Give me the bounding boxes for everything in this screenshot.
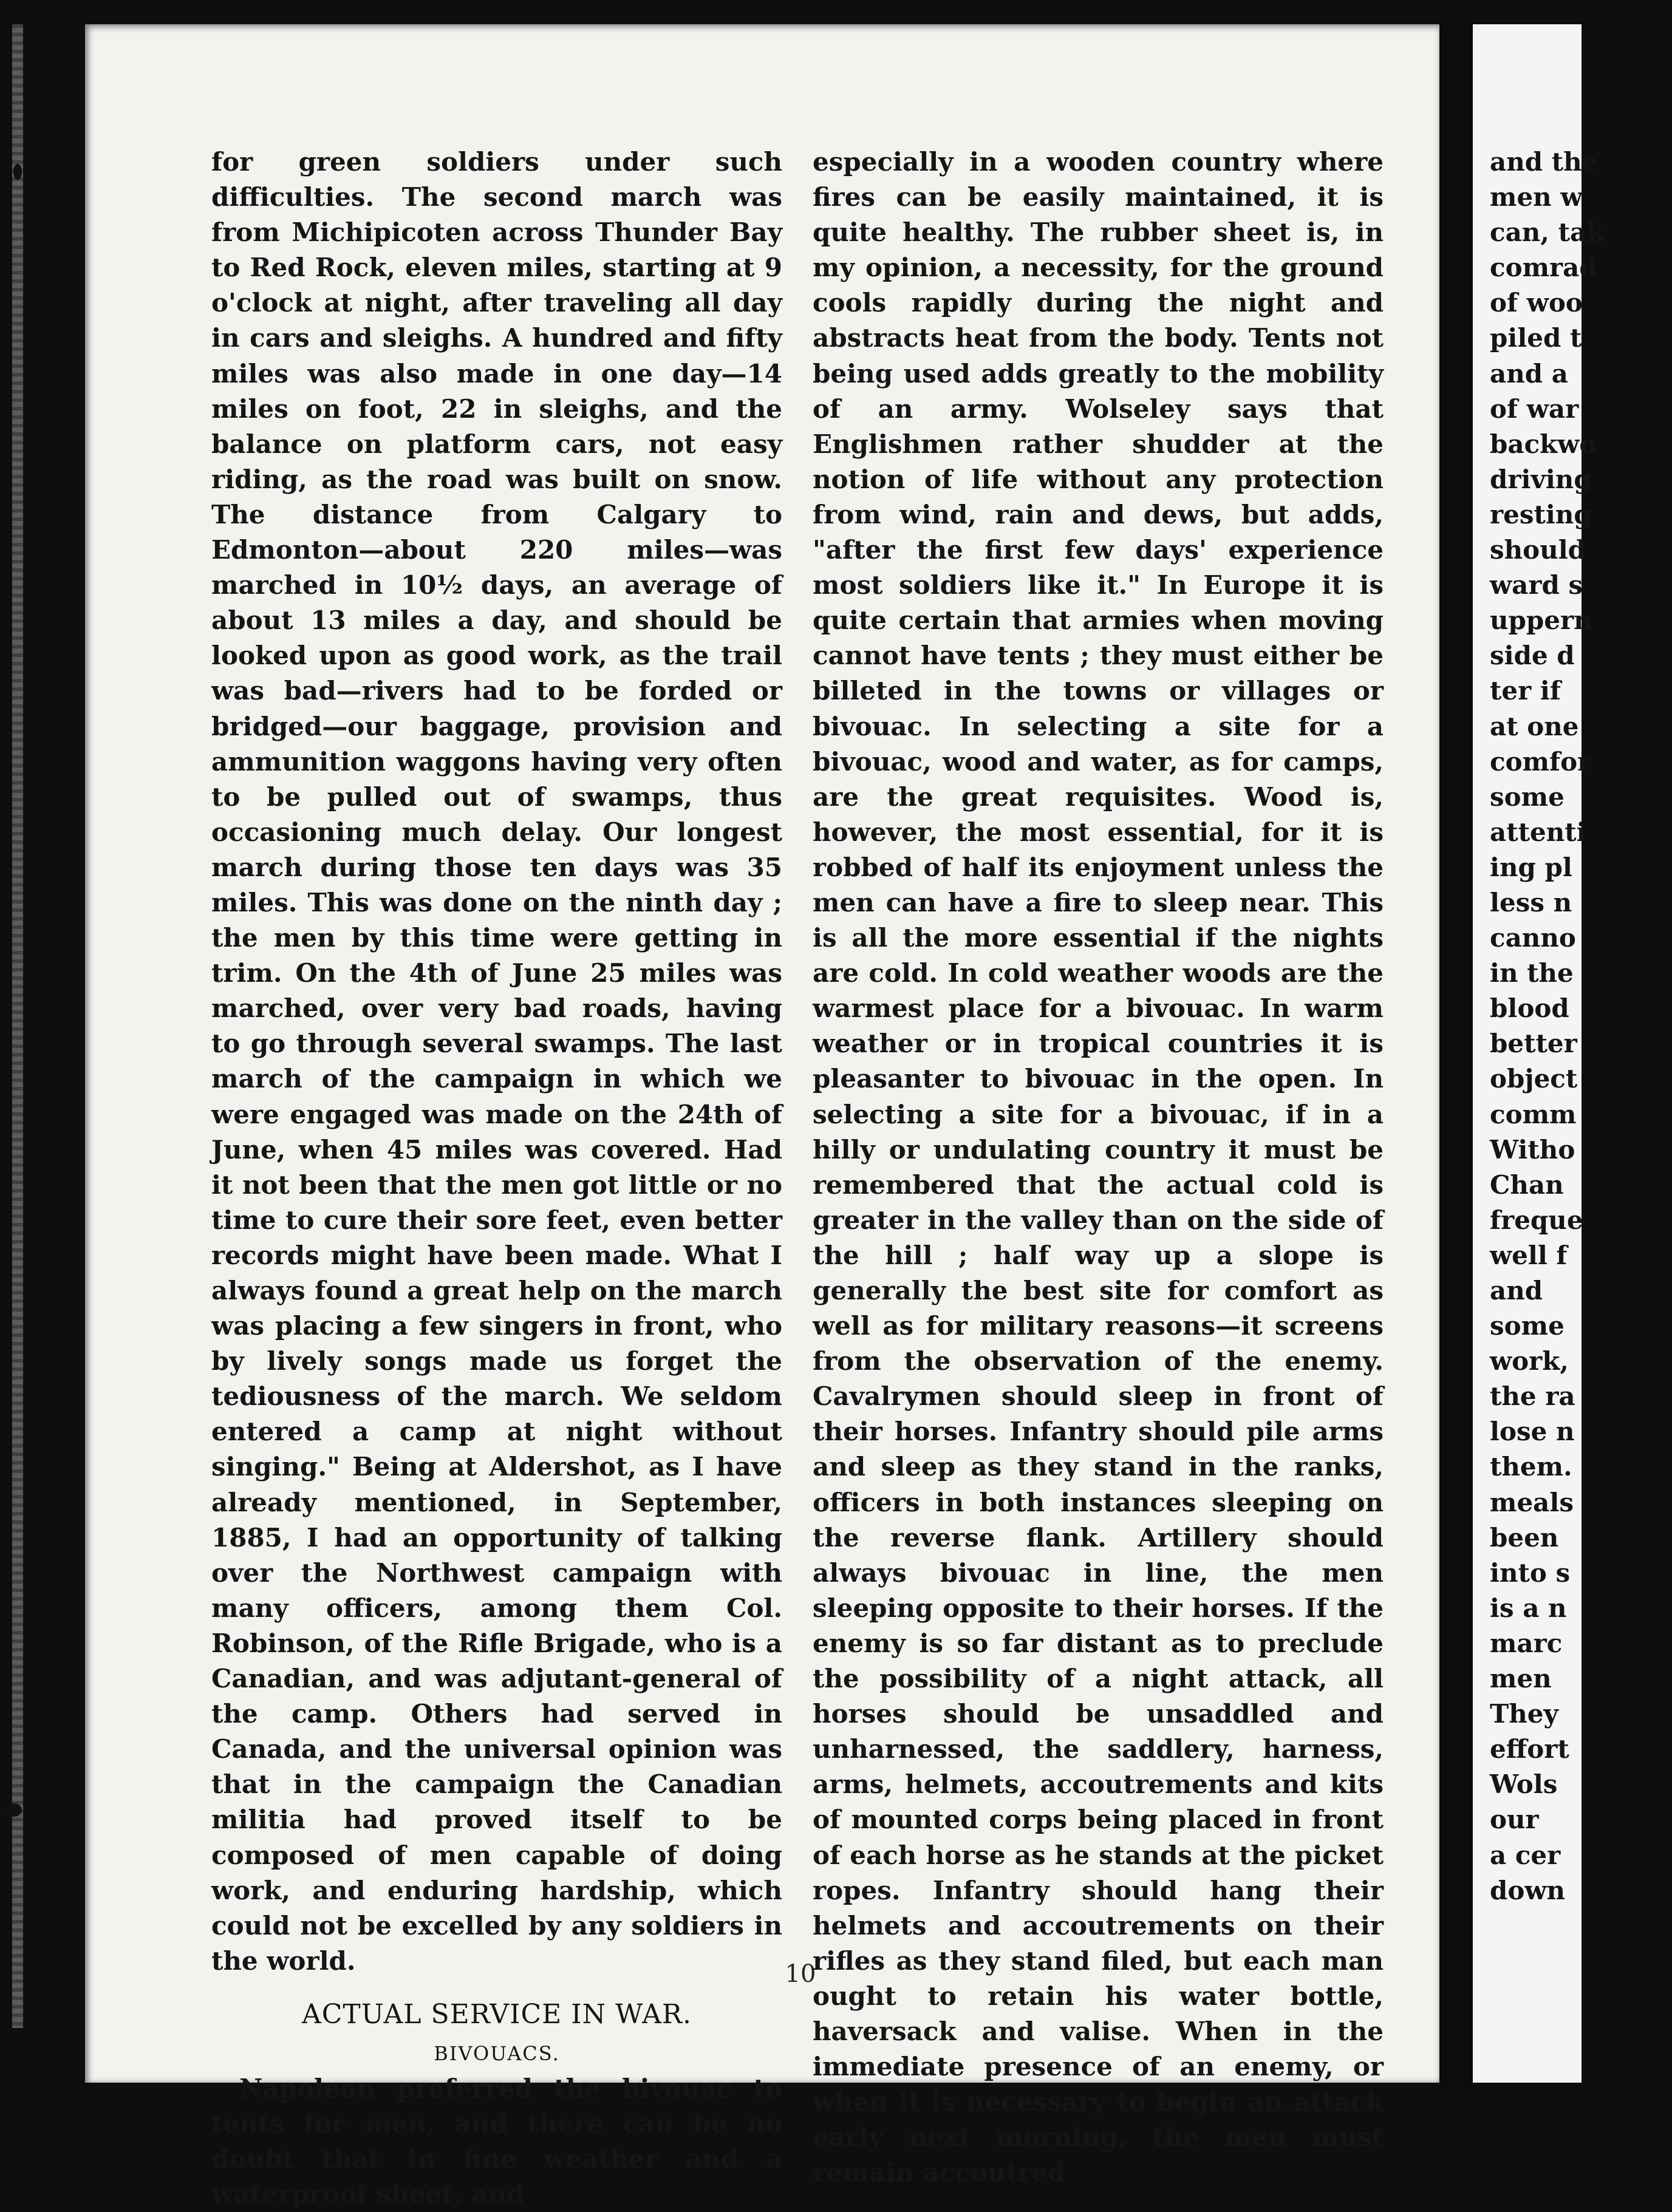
next-page-line: and [1490, 1276, 1543, 1305]
next-page-line: resting [1490, 499, 1592, 529]
next-page-line: better [1490, 1029, 1577, 1059]
next-page-line: and the [1490, 147, 1599, 177]
next-page-column [1490, 145, 1672, 1908]
next-page-line: comrad [1490, 253, 1597, 283]
next-page [1473, 24, 1605, 2083]
next-page-line: should [1490, 535, 1586, 565]
page-edge [12, 24, 23, 2028]
right-column [813, 145, 1384, 2190]
next-page-line: well f [1490, 1240, 1568, 1270]
next-page-line: effort [1490, 1734, 1569, 1764]
next-page-line: backwo [1490, 429, 1597, 459]
next-page-line: work, [1490, 1346, 1569, 1377]
next-page-line: driving [1490, 464, 1592, 494]
next-page-line: Wols [1490, 1769, 1558, 1800]
section-subheading: BIVOUACS. [434, 2041, 560, 2065]
next-page-line: at one [1490, 711, 1579, 741]
next-page-line: canno [1490, 923, 1576, 953]
next-page-line: object [1490, 1064, 1578, 1094]
next-page-line: lose n [1490, 1417, 1575, 1447]
next-page-line: men w [1490, 182, 1583, 213]
next-page-line: ing pl [1490, 852, 1572, 882]
next-page-line: our [1490, 1805, 1539, 1835]
next-page-line: piled t [1490, 323, 1582, 353]
next-page-line: blood [1490, 993, 1569, 1024]
next-page-line: Witho [1490, 1134, 1575, 1165]
next-page-line: uppern [1490, 605, 1592, 636]
page-number: 10 [785, 1960, 816, 1988]
next-page-line: been [1490, 1522, 1559, 1553]
next-page-line: side d [1490, 641, 1575, 671]
margin-speck [13, 164, 22, 180]
next-page-line: less n [1490, 887, 1572, 917]
next-page-line: some [1490, 1311, 1565, 1341]
left-column [211, 145, 782, 2212]
next-page-line: They [1490, 1699, 1558, 1729]
next-page-line: and a [1490, 358, 1568, 389]
next-page-line: some [1490, 781, 1565, 812]
next-page-line: attenti [1490, 817, 1586, 847]
left-paragraph-1: for green soldiers under such difficulties. The second march was from Michipicoten across Thunder Bay to Red Rock, eleven miles, starting at 9 o'clock at night, after traveling all day in cars and sleighs. A hundred and fifty miles was also made in one day—14 miles on foot, 22 in sleighs, and the balance on platform cars, not easy riding, as the road was built on snow. The distance from Calgary to Edmonton—about 220 miles—was marched in 10½ days, an average of about 13 miles a day, and should be looked upon as good work, as the trail was bad—rivers had to be forded or bridged—our baggage, provision and ammunition waggons having very often to be pulled out of swamps, thus occasioning much delay. Our longest march during those ten days was 35 miles. This was done on the ninth day ; the men by this time were getting in trim. On the 4th of June 25 miles was marched, over very bad roads, having to go through several swamps. The last march of the campaign in which we were engaged was made on the 24th of June, when 45 miles was covered. Had it not been that the men got little or no time to cure their sore feet, even better records might have been made. What I always found a great help on the march was placing a few singers in front, who by lively songs made us forget the tediousness of the march. We seldom entered a camp at night without singing." Being at Aldershot, as I have already mentioned, in September, 1885, I had an opportunity of talking over the Northwest campaign with many officers, among them Col. Robinson, of the Rifle Brigade, who is a Canadian, and was adjutant-general of the camp. Others had served in Canada, and the universal opinion was that in the campaign the Canadian militia had proved itself to be composed of men capable of doing work, and enduring hardship, which could not be excelled by any soldiers in the world. [211, 147, 782, 1976]
next-page-line: freque [1490, 1205, 1583, 1235]
next-page-line: ter if [1490, 676, 1561, 706]
next-page-line: down [1490, 1875, 1566, 1905]
book-gutter [1439, 0, 1473, 2123]
next-page-line: the ra [1490, 1381, 1575, 1412]
next-page-line: into s [1490, 1557, 1571, 1588]
section-heading: ACTUAL SERVICE IN WAR. [301, 1998, 692, 2030]
next-page-line: marc [1490, 1628, 1563, 1658]
next-page-line: of woo [1490, 288, 1583, 318]
next-page-line: Chan [1490, 1169, 1564, 1200]
next-page-line: men [1490, 1664, 1552, 1694]
next-page-line: can, tak [1490, 217, 1605, 248]
right-paragraph-1: especially in a wooden country where fires can be easily maintained, it is quite healthy. The rubber sheet is, in my opinion, a necessity, for the ground cools rapidly during the night and abstracts heat from the body. Tents not being used adds greatly to the mobility of an army. Wolseley says that Englishmen rather shudder at the notion of life without any protection from wind, rain and dews, but adds, "after the first few days' experience most soldiers like it." In Europe it is quite certain that armies when moving cannot have tents ; they must either be billeted in the towns or villages or bivouac. In selecting a site for a bivouac, wood and water, as for camps, are the great requisites. Wood is, however, the most essential, for it is robbed of half its enjoyment unless the men can have a fire to sleep near. This is all the more essential if the nights are cold. In cold weather woods are the warmest place for a bivouac. In warm weather or in tropical countries it is pleasanter to bivouac in the open. In selecting a site for a bivouac, if in a hilly or undulating country it must be remembered that the actual cold is greater in the valley than on the side of the hill ; half way up a slope is generally the best site for comfort as well as for military reasons—it screens from the observation of the enemy. Cavalrymen should sleep in front of their horses. Infantry should pile arms and sleep as they stand in the ranks, officers in both instances sleeping on the reverse flank. Artillery should always bivouac in line, the men sleeping opposite to their horses. If the enemy is so far distant as to preclude the possibility of a night attack, all horses should be unsaddled and unharnessed, the saddlery, harness, arms, helmets, accoutrements and kits of mounted corps being placed in front of each horse as he stands at the picket ropes. Infantry should hang their helmets and accoutrements on their rifles as they stand filed, but each man ought to retain his water bottle, haversack and valise. When in the immediate presence of an enemy, or when it is necessary to begin an attack early next morning, the men must remain accoutred [813, 147, 1384, 2188]
next-page-line: a cer [1490, 1840, 1561, 1870]
next-page-line: of war [1490, 393, 1579, 424]
next-page-line: comm [1490, 1099, 1577, 1129]
next-page-line: in the [1490, 958, 1574, 989]
margin-speck [6, 1803, 22, 1817]
left-paragraph-2: Napoleon preferred the bivouac to tents for men, and there can be no doubt that in fine weather and a waterproof sheet, and [211, 2074, 782, 2210]
next-page-line: comfor [1490, 746, 1591, 777]
next-page-line: ward s [1490, 570, 1583, 601]
next-page-line: them. [1490, 1452, 1572, 1482]
next-page-line: meals [1490, 1487, 1574, 1517]
next-page-line: is a n [1490, 1593, 1567, 1623]
